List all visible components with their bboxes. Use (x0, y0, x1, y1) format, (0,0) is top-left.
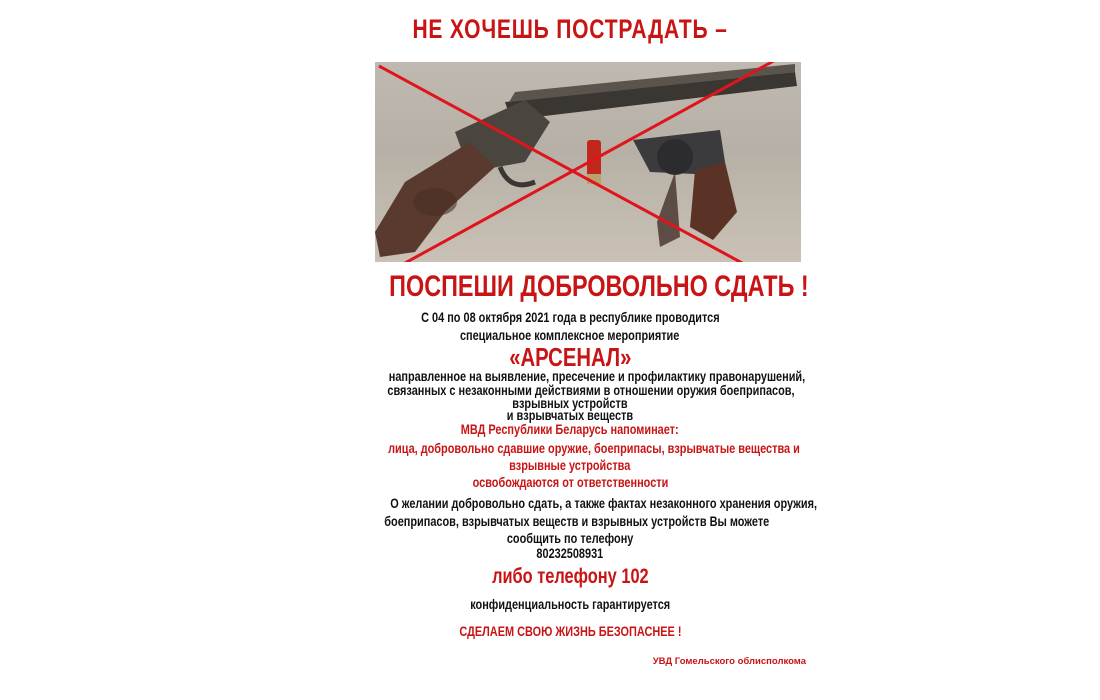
weapons-photo (375, 62, 801, 262)
confidentiality-note: конфиденциальность гарантируется (470, 596, 670, 612)
poster (330, 0, 818, 700)
phone-number: 80232508931 (536, 545, 604, 561)
reminder-line-1: лица, добровольно сдавшие оружие, боеприпасы, взрывчатые вещества и (388, 440, 800, 456)
slogan: СДЕЛАЕМ СВОЮ ЖИЗНЬ БЕЗОПАСНЕЕ ! (458, 623, 682, 639)
purpose-line-3: взрывных устройств (512, 395, 628, 411)
operation-name: «АРСЕНАЛ» (508, 342, 632, 372)
footer-issuer: УВД Гомельского облисполкома (652, 656, 806, 667)
phone-alt: либо телефону 102 (491, 565, 649, 588)
purpose-line-1: направленное на выявление, пресечение и профилактику правонарушений, (388, 368, 806, 384)
purpose-line-4: и взрывчатых веществ (506, 407, 634, 423)
reminder-title: МВД Республики Беларусь напоминает: (461, 421, 679, 437)
headline-top: НЕ ХОЧЕШЬ ПОСТРАДАТЬ – (412, 14, 728, 44)
reminder-line-2: взрывные устройства (509, 457, 631, 473)
intro-line-1: С 04 по 08 октября 2021 года в республике проводится (420, 309, 720, 325)
contact-line-2: боеприпасов, взрывчатых веществ и взрывных устройств Вы можете (384, 513, 770, 529)
headline-main: ПОСПЕШИ ДОБРОВОЛЬНО СДАТЬ ! (389, 270, 809, 303)
reminder-line-3: освобождаются от ответственности (472, 474, 668, 490)
intro-line-2: специальное комплексное мероприятие (460, 327, 680, 343)
contact-line-3: сообщить по телефону (506, 530, 634, 546)
contact-line-1: О желании добровольно сдать, а также фактах незаконного хранения оружия, (390, 495, 818, 511)
prohibition-cross-icon (375, 62, 801, 262)
purpose-line-2: связанных с незаконными действиями в отношении оружия боеприпасов, (387, 382, 795, 398)
